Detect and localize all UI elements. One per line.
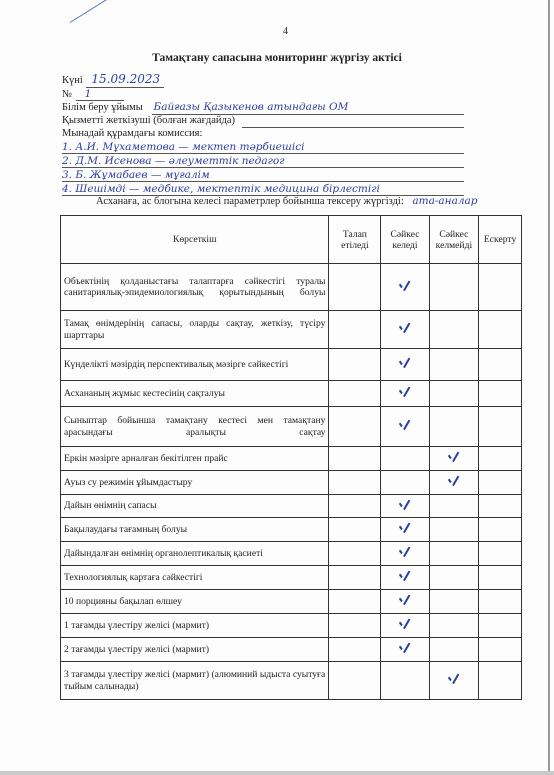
intro-handwritten: ата-аналар xyxy=(412,195,478,207)
table-row xyxy=(61,662,522,700)
indicator-cell: Дайын өнімнің сапасы xyxy=(61,495,329,518)
commission-member-1: 1. А.И. Мұхаметова — мектеп тәрбиешісі xyxy=(62,141,305,153)
empty-cell xyxy=(479,614,522,638)
header-noncompliant: Сәйкес келмейді xyxy=(429,216,479,264)
checkmark-cell xyxy=(429,447,479,471)
empty-cell xyxy=(479,264,522,311)
org-row xyxy=(62,101,348,114)
header-required: Талап етіледі xyxy=(329,216,381,264)
indicator-cell: Еркін мәзірге арналған бекітілген прайс xyxy=(61,447,329,471)
empty-cell xyxy=(329,381,381,407)
checkmark-cell xyxy=(381,566,429,590)
empty-cell xyxy=(329,566,381,590)
table-row xyxy=(61,566,522,590)
commission-member-2: 2. Д.М. Исенова — әлеуметтік педагог xyxy=(62,155,285,167)
table-row xyxy=(61,590,522,614)
member-3-underline xyxy=(62,181,464,182)
table-row xyxy=(61,407,522,447)
indicator-cell: 2 тағамды үлестіру желісі (мармит) xyxy=(61,638,329,662)
date-label: Күні xyxy=(62,75,83,86)
pen-stroke-mark xyxy=(70,0,121,23)
empty-cell xyxy=(381,471,429,495)
check-icon xyxy=(398,499,412,511)
checkmark-cell xyxy=(381,381,429,407)
date-underline xyxy=(86,87,164,88)
page-edge xyxy=(548,0,550,775)
empty-cell xyxy=(329,590,381,614)
indicator-cell: 3 тағамды үлестіру желісі (мармит) (алюминий ыдыста суытуға тыйым салынады) xyxy=(61,662,329,700)
empty-cell xyxy=(479,662,522,700)
check-icon xyxy=(398,522,412,534)
check-icon xyxy=(398,280,412,292)
table-row xyxy=(61,381,522,407)
empty-cell xyxy=(381,447,429,471)
empty-cell xyxy=(479,447,522,471)
staff-label: Қызметті жеткізуші (болған жағдайда) xyxy=(62,115,236,126)
indicator-cell: Күнделікті мәзірдің перспективалық мәзірге сәйкестігі xyxy=(61,349,329,381)
indicator-cell: Асхананың жұмыс кестесінің сақталуы xyxy=(61,381,329,407)
commission-label: Мынадай құрамдағы комиссия: xyxy=(62,128,203,139)
empty-cell xyxy=(329,264,381,311)
table-row xyxy=(61,349,522,381)
check-icon xyxy=(398,322,412,334)
empty-cell xyxy=(429,495,479,518)
document-title: Тамақтану сапасына мониторинг жүргізу актісі xyxy=(152,52,402,64)
header-compliant: Сәйкес келеді xyxy=(381,216,429,264)
indicator-cell: 10 порцияны бақылап өлшеу xyxy=(61,590,329,614)
monitoring-table xyxy=(60,215,522,700)
table-row xyxy=(61,495,522,518)
empty-cell xyxy=(381,662,429,700)
number-value: 1 xyxy=(84,88,92,100)
page-bottom-edge xyxy=(0,771,554,775)
indicator-cell: Технологиялық картаға сәйкестігі xyxy=(61,566,329,590)
empty-cell xyxy=(429,407,479,447)
check-icon xyxy=(447,673,461,685)
indicator-cell: Ауыз су режимін ұйымдастыру xyxy=(61,471,329,495)
table-row xyxy=(61,447,522,471)
staff-row xyxy=(62,115,235,127)
empty-cell xyxy=(329,662,381,700)
empty-cell xyxy=(329,447,381,471)
check-icon xyxy=(398,357,412,369)
empty-cell xyxy=(329,542,381,566)
page-number: 4 xyxy=(283,26,288,37)
commission-row xyxy=(62,128,202,140)
empty-cell xyxy=(479,311,522,349)
table-row xyxy=(61,542,522,566)
checkmark-cell xyxy=(381,407,429,447)
empty-cell xyxy=(329,614,381,638)
member-1-underline xyxy=(62,153,464,154)
empty-cell xyxy=(329,407,381,447)
checkmark-cell xyxy=(429,471,479,495)
check-icon xyxy=(398,386,412,398)
empty-cell xyxy=(429,311,479,349)
empty-cell xyxy=(429,542,479,566)
empty-cell xyxy=(329,311,381,349)
empty-cell xyxy=(429,518,479,542)
checkmark-cell xyxy=(381,349,429,381)
table-row xyxy=(61,518,522,542)
empty-cell xyxy=(429,381,479,407)
checkmark-cell xyxy=(381,495,429,518)
empty-cell xyxy=(329,518,381,542)
indicator-cell: Тамақ өнімдерінің сапасы, оларды сақтау, жеткізу, түсіру шарттары xyxy=(61,311,329,349)
intro-text: Асханаға, ас блогына келесі параметрлер бойынша тексеру жүргізді: xyxy=(96,196,404,207)
table-row xyxy=(61,311,522,349)
empty-cell xyxy=(329,638,381,662)
indicator-cell: 1 тағамды үлестіру желісі (мармит) xyxy=(61,614,329,638)
indicator-cell: Сыныптар бойынша тамақтану кестесі мен тамақтану арасындағы аралықты сақтау xyxy=(61,407,329,447)
indicator-cell: Объектінің қолданыстағы талаптарға сәйкестігі туралы санитариялық-эпидемиологиялық қорытындының болуы xyxy=(61,264,329,311)
checkmark-cell xyxy=(381,264,429,311)
empty-cell xyxy=(479,381,522,407)
empty-cell xyxy=(429,590,479,614)
check-icon xyxy=(447,451,461,463)
table-row xyxy=(61,264,522,311)
checkmark-cell xyxy=(381,638,429,662)
date-value: 15.09.2023 xyxy=(91,72,161,86)
check-icon xyxy=(398,546,412,558)
empty-cell xyxy=(479,349,522,381)
org-label: Білім беру ұйымы xyxy=(62,102,143,113)
empty-cell xyxy=(429,614,479,638)
staff-underline xyxy=(242,127,464,128)
empty-cell xyxy=(329,495,381,518)
table-row xyxy=(61,614,522,638)
empty-cell xyxy=(329,349,381,381)
checkmark-cell xyxy=(381,311,429,349)
empty-cell xyxy=(429,349,479,381)
indicator-cell: Дайындалған өнімнің органолептикалық қасиеті xyxy=(61,542,329,566)
table-body xyxy=(61,264,522,700)
empty-cell xyxy=(479,638,522,662)
intro-row xyxy=(96,195,478,208)
empty-cell xyxy=(429,264,479,311)
check-icon xyxy=(398,618,412,630)
empty-cell xyxy=(429,566,479,590)
org-value: Байғазы Қазыкенов атындағы ОМ xyxy=(153,101,349,113)
check-icon xyxy=(398,594,412,606)
empty-cell xyxy=(479,407,522,447)
empty-cell xyxy=(429,638,479,662)
checkmark-cell xyxy=(381,518,429,542)
indicator-cell: Бақылаудағы тағамның болуы xyxy=(61,518,329,542)
checkmark-cell xyxy=(381,614,429,638)
checkmark-cell xyxy=(429,662,479,700)
commission-member-3: 3. Б. Жұмабаев — мұғалім xyxy=(62,169,210,181)
empty-cell xyxy=(479,542,522,566)
header-indicator: Көрсеткіш xyxy=(61,216,329,264)
checkmark-cell xyxy=(381,590,429,614)
empty-cell xyxy=(479,495,522,518)
date-row xyxy=(62,73,160,87)
header-note: Ескерту xyxy=(479,216,522,264)
check-icon xyxy=(398,570,412,582)
table-row xyxy=(61,471,522,495)
check-icon xyxy=(398,642,412,654)
table-header-row xyxy=(61,216,522,264)
check-icon xyxy=(447,475,461,487)
empty-cell xyxy=(479,518,522,542)
checkmark-cell xyxy=(381,542,429,566)
empty-cell xyxy=(329,471,381,495)
check-icon xyxy=(398,419,412,431)
member-2-underline xyxy=(62,167,464,168)
empty-cell xyxy=(479,590,522,614)
number-label: № xyxy=(62,89,73,100)
empty-cell xyxy=(479,566,522,590)
table-row xyxy=(61,638,522,662)
commission-member-4: 4. Шешімді — медбике, мектептік медицина бірлестігі xyxy=(62,183,380,195)
empty-cell xyxy=(479,471,522,495)
